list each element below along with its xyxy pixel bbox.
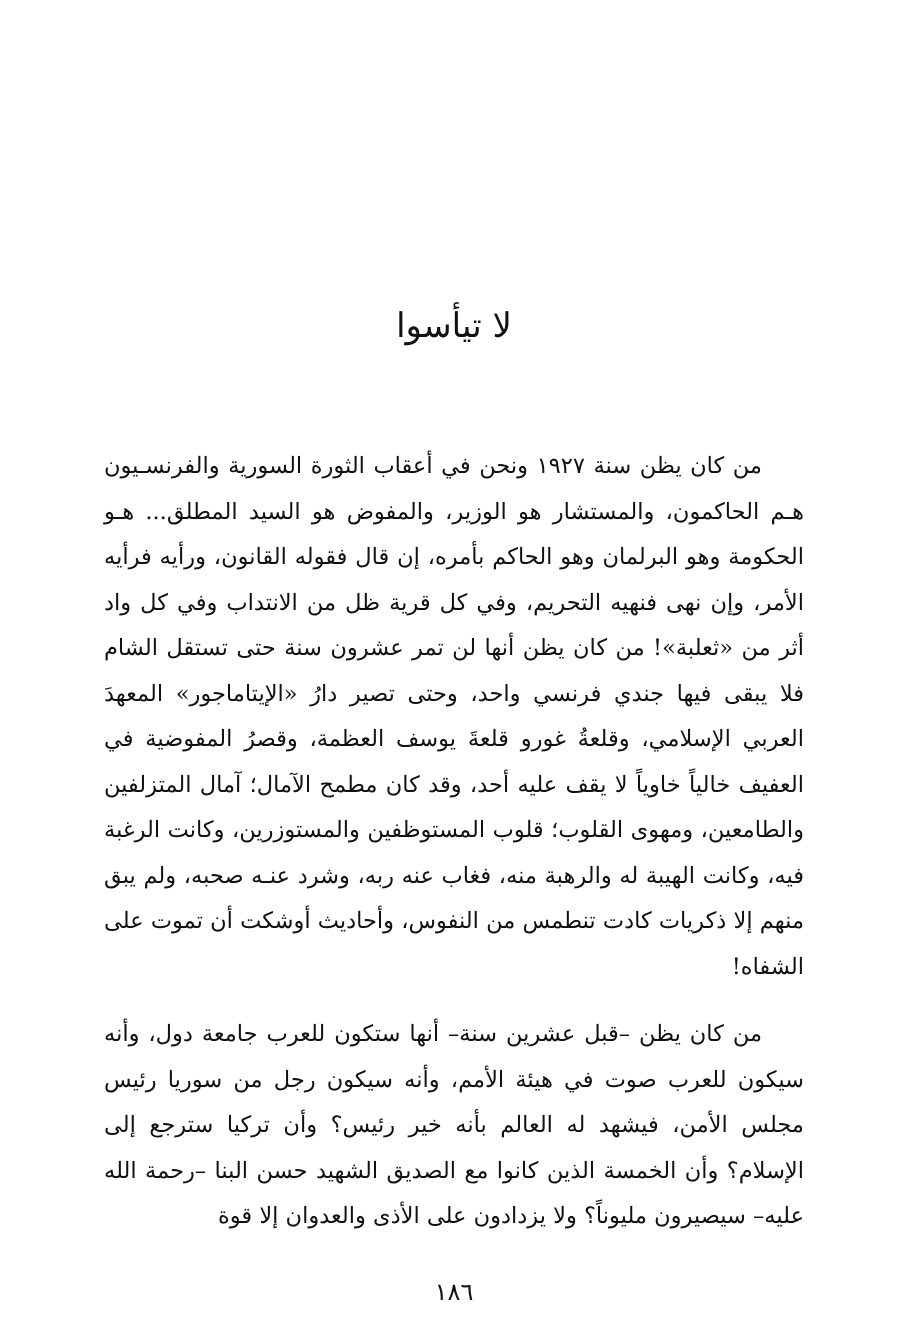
paragraph-2: من كان يظن –قبل عشرين سنة– أنها ستكون للعرب جامعة دول، وأنه سيكون للعرب صوت في هيئة الأمم، وأنه سيكون رجل من سوريا رئيس مجلس الأمن، فيشهد له العالم بأنه خير رئيس؟ وأن تركيا سترجع إلى الإسلام؟ وأن الخمسة الذين كانوا مع الصديق الشهيد حسن البنا –رحمة الله عليه– سيصيرون مليوناً؟ ولا يزدادون على الأذى والعدوان إلا قوة bbox=[104, 1021, 804, 1229]
page-number: ١٨٦ bbox=[434, 1278, 474, 1306]
paragraph-1: من كان يظن سنة ١٩٢٧ ونحن في أعقاب الثورة السورية والفرنسـيون هـم الحاكمون، والمستشار هو الوزير، والمفوض هو السيد المطلق... هـو الحكومة وهو البرلمان وهو الحاكم بأمره، إن قال فقوله القانون، ورأيه فرأيه الأمر، وإن نهى فنهيه التحريم، وفي كل قرية ظل من الانتداب وفي كل واد أثر من «ثعلبة»! من كان يظن أنها لن تمر عشرون سنة حتى تستقل الشام فلا يبقى فيها جندي فرنسي واحد، وحتى تصير دارُ «الإيتاماجور» المعهدَ العربي الإسلامي، وقلعةُ غورو قلعةَ يوسف العظمة، وقصرُ المفوضية في العفيف خالياً خاوياً لا يقف عليه أحد، وقد كان مطمح الآمال؛ آمال المتزلفين والطامعين، ومهوى القلوب؛ قلوب المستوظفين والمستوزرين، وكانت الرغبة فيه، وكانت الهيبة له والرهبة منه، فغاب عنه ربه، وشرد عنـه صحبه، ولم يبق منهم إلا ذكريات كادت تنطمس من النفوس، وأحاديث أوشكت أن تموت على الشفاه! bbox=[104, 453, 804, 980]
body-text bbox=[104, 444, 804, 1240]
chapter-title: لا تيأسوا bbox=[396, 306, 512, 346]
